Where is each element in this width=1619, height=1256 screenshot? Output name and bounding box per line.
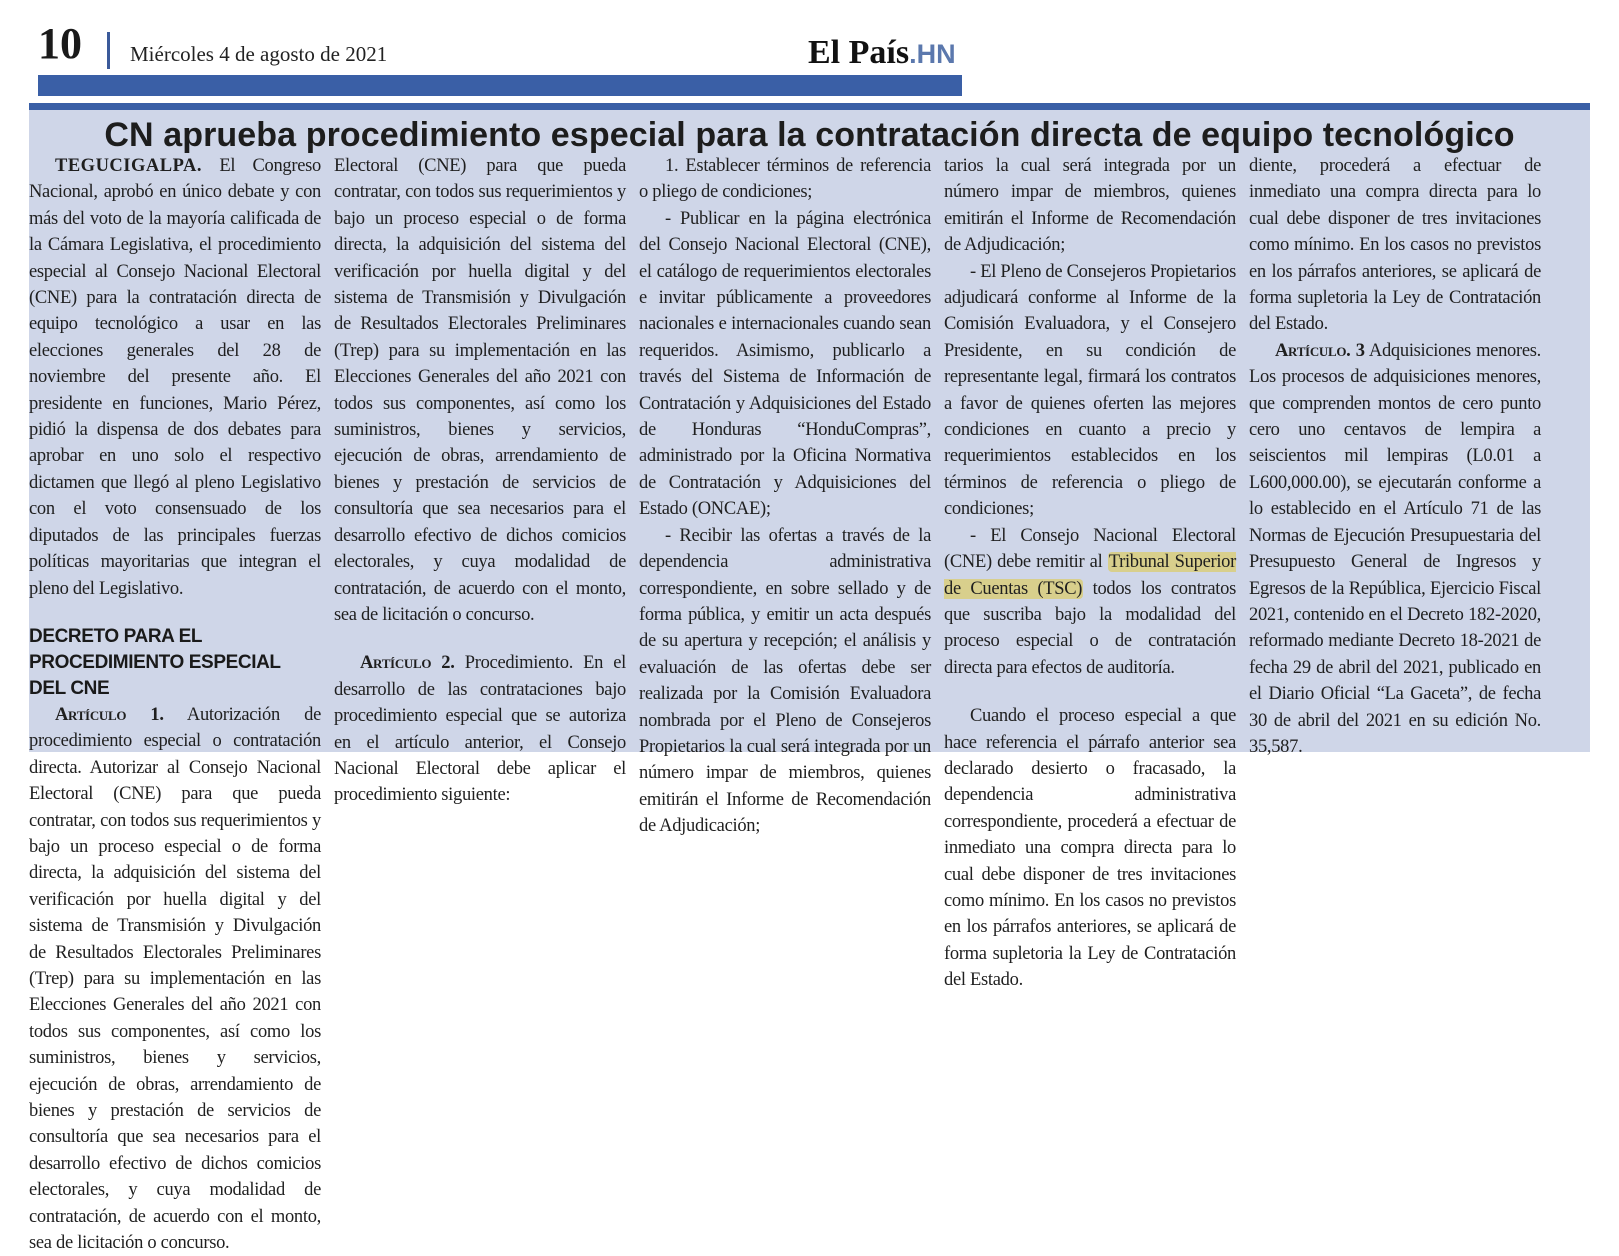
dateline: TEGUCIGALPA. [55, 156, 202, 176]
step-remitir-text-b: todos los contratos que suscriba bajo la modalidad del proceso especial o de contratación directa para efectos de auditoría. [944, 578, 1236, 678]
article-2-paragraph [334, 650, 626, 808]
article-1-text: Autorización de procedimiento especial o contratación directa. Autorizar al Consejo Nacional Electoral (CNE) para que pueda contratar, con todos sus requerimientos y bajo un proceso especial o de forma directa, la adquisición del sistema del verificación por huella digital y del sistema de Transmisión y Divulgación de Resultados Electorales Preliminares (Trep) para su implementación en las Elecciones Generales del año 2021 con todos sus componentes, así como los suministros, bienes y servicios, ejecución de obras, arrendamiento de bienes y prestación de servicios de consultoría que sea necesarios para el desarrollo efectivo de dichos comicios electorales, y cuya modalidad de contratación, de acuerdo con el monto, sea de licitación o concurso. [29, 704, 321, 1254]
article-column-3 [639, 153, 931, 837]
article-column-4 [944, 153, 1236, 991]
page-number: 10 [38, 19, 82, 68]
article-1-paragraph [29, 702, 321, 1254]
step-pleno-adjudica: - El Pleno de Consejeros Propietarios adjudicará conforme al Informe de la Comisión Evaluadora, y el Consejero Presidente, en su condición de representante legal, firmará los contratos a favor de quienes oferten las mejores condiciones en cuanto a precio y requerimientos establecidos en los términos de referencia o pliego de condiciones; [944, 261, 1236, 520]
article-3-paragraph [1249, 338, 1541, 761]
logo-word-pais: País [848, 34, 910, 71]
header-divider [107, 32, 110, 69]
article-3-label: Artículo. 3 [1275, 340, 1365, 361]
step-1: 1. Establecer términos de referencia o pliego de condiciones; [639, 156, 931, 203]
step-3-continued: tarios la cual será integrada por un número impar de miembros, quienes emitirán el Informe de Recomendación de Adjudicación; [944, 156, 1236, 256]
step-remitir-tsc [944, 523, 1236, 681]
article-2-text: Procedimiento. En el desarrollo de las contrataciones bajo procedimiento especial que se autoriza en el artículo anterior, el Consejo Nacional Electoral debe aplicar el procedimiento siguiente: [334, 653, 627, 806]
article-1-continued: Electoral (CNE) para que pueda contratar, con todos sus requerimientos y bajo un proceso especial o de forma directa, la adquisición del sistema del verificación por huella digital y del sistema de Transmisión y Divulgación de Resultados Electorales Preliminares (Trep) para su implementación en las Elecciones Generales del año 2021 con todos sus componentes, así como los suministros, bienes y servicios, ejecución de obras, arrendamiento de bienes y prestación de servicios de consultoría que sea necesarios para el desarrollo efectivo de dichos comicios electorales, y cuya modalidad de contratación, de acuerdo con el monto, sea de licitación o concurso. [334, 156, 626, 625]
article-2-label: Artículo 2. [360, 653, 455, 674]
article-top-rule [29, 103, 1590, 110]
logo-word-el: El [808, 34, 841, 71]
newspaper-logo [808, 36, 956, 70]
header-band [38, 75, 962, 96]
article-column-2 [334, 153, 626, 809]
article-column-1 [29, 153, 321, 1254]
desierto-continued: diente, procederá a efectuar de inmediato una compra directa para lo cual debe disponer de tres invitaciones como mínimo. En los casos no previstos en los párrafos anteriores, se aplicará de forma supletoria la Ley de Contratación del Estado. [1249, 156, 1541, 335]
lead-paragraph [29, 153, 321, 602]
step-remitir-text-a: - El Consejo Nacional Electoral (CNE) debe remitir al [944, 525, 1236, 573]
lead-text: El Congreso Nacional, aprobó en único debate y con más del voto de la mayoría calificada de la Cámara Legislativa, el procedimiento especial al Consejo Nacional Electoral (CNE) para la contratación directa de equipo tecnológico a usar en las elecciones generales del 28 de noviembre del presente año. El presidente en funciones, Mario Pérez, pidió la dispensa de dos debates para aprobar en uno solo el respectivo dictamen que llegó al pleno Legislativo con el voto consensuado de los diputados de las principales fuerzas políticas mayoritarias que integran el pleno del Legislativo. [29, 156, 321, 599]
article-3-text: Adquisiciones menores. Los procesos de adquisiciones menores, que comprenden montos de cero punto cero uno centavos de lempira a seiscientos mil lempiras (L0.01 a L600,000.00), se ejecutarán conforme a lo establecido en el Artículo 71 de las Normas de Ejecución Presupuestaria del Presupuesto General de Ingresos y Egresos de la República, Ejercicio Fiscal 2021, contenido en el Decreto 182-2020, reformado mediante Decreto 18-2021 de fecha 29 de abril del 2021, publicado en el Diario Oficial “La Gaceta”, de fecha 30 de abril del 2021 en su edición No. 35,587. [1249, 340, 1541, 757]
step-publicar: - Publicar en la página electrónica del Consejo Nacional Electoral (CNE), el catálogo de requerimientos electorales e invitar públicamente a proveedores nacionales e internacionales cuando sean requeridos. Asimismo, publicarlo a través del Sistema de Información de Contratación y Adquisiciones del Estado de Honduras “HonduCompras”, administrado por la Oficina Normativa de Contratación y Adquisiciones del Estado (ONCAE); [639, 208, 931, 520]
decree-subhead: DECRETO PARA EL PROCEDIMIENTO ESPECIAL DEL CNE [29, 625, 281, 699]
logo-domain: .HN [909, 39, 956, 69]
publication-date: Miércoles 4 de agosto de 2021 [130, 42, 388, 66]
article-headline: CN aprueba procedimiento especial para la contratación directa de equipo tecnológico [104, 116, 1515, 154]
step-recibir-ofertas: - Recibir las ofertas a través de la dependencia administrativa correspondiente, en sobre sellado y de forma pública, y emitir un acta después de su apertura y recepción; el análisis y evaluación de las ofertas debe ser realizada por la Comisión Evaluadora nombrada por el Pleno de Consejeros Propietarios la cual será integrada por un número impar de miembros, quienes emitirán el Informe de Recomendación de Adjudicación; [639, 525, 931, 837]
highlighted-tsc: Tribunal Superior de Cuentas (TSC) [944, 552, 1236, 599]
desierto-paragraph: Cuando el proceso especial a que hace referencia el párrafo anterior sea declarado desierto o fracasado, la dependencia administrativa correspondiente, procederá a efectuar de inmediato una compra directa para lo cual debe disponer de tres invitaciones como mínimo. En los casos no previstos en los párrafos anteriores, se aplicará de forma supletoria la Ley de Contratación del Estado. [944, 706, 1236, 991]
article-column-5 [1249, 153, 1541, 760]
article-1-label: Artículo 1. [55, 704, 164, 725]
